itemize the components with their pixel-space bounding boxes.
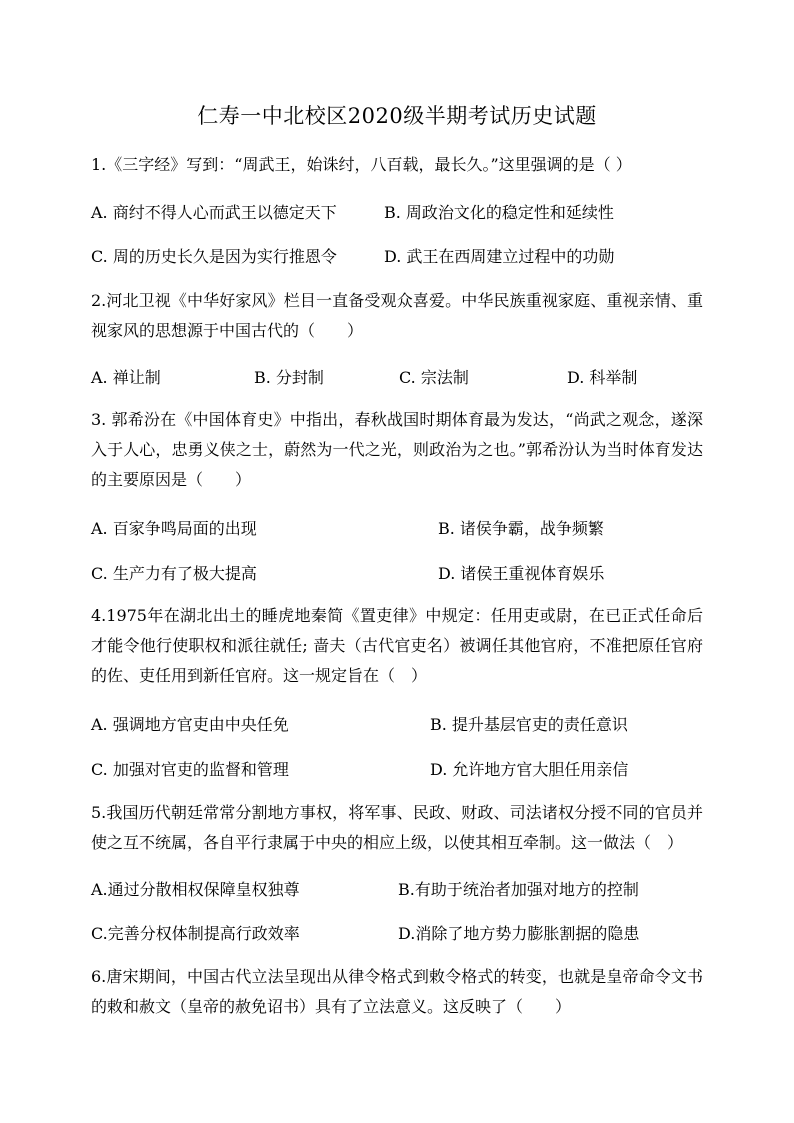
question-4-option-a: A. 强调地方官吏由中央任免: [91, 715, 289, 734]
question-2-option-b: B. 分封制: [254, 368, 324, 387]
question-1-option-a: A. 商纣不得人心而武王以德定天下: [91, 203, 337, 222]
question-3-option-b: B. 诸侯争霸，战争频繁: [438, 519, 604, 538]
question-4-option-b: B. 提升基层官吏的责任意识: [430, 715, 628, 734]
question-3-option-c: C. 生产力有了极大提高: [91, 564, 257, 583]
question-5-option-a: A.通过分散相权保障皇权独尊: [91, 880, 300, 899]
question-3-option-d: D. 诸侯王重视体育娱乐: [438, 564, 605, 583]
question-1-option-c: C. 周的历史长久是因为实行推恩令: [91, 247, 337, 266]
question-4-option-c: C. 加强对官吏的监督和管理: [91, 760, 289, 779]
question-5-option-b: B.有助于统治者加强对地方的控制: [398, 880, 639, 899]
question-5-option-d: D.消除了地方势力膨胀割据的隐患: [398, 924, 640, 943]
question-2-option-d: D. 科举制: [567, 368, 638, 387]
question-3-stem: 3. 郭希汾在《中国体育史》中指出，春秋战国时期体育最为发达，“尚武之观念，遂深入于人心，忠勇义侠之士，蔚然为一代之光，则政治为之也。”郭希汾认为当时体育发达的主要原因是（ ）: [91, 410, 703, 489]
question-6-stem: 6.唐宋期间，中国古代立法呈现出从律令格式到敕令格式的转变，也就是皇帝命令文书的敕和赦文（皇帝的赦免诏书）具有了立法意义。这反映了（ ）: [91, 967, 703, 1016]
question-3-option-a: A. 百家争鸣局面的出现: [91, 519, 257, 538]
question-2-option-c: C. 宗法制: [399, 368, 469, 387]
question-5-option-c: C.完善分权体制提高行政效率: [91, 924, 300, 943]
question-4-stem: 4.1975年在湖北出土的睡虎地秦简《置吏律》中规定：任用吏或尉，在已正式任命后才能令他行使职权和派往就任; 啬夫（古代官吏名）被调任其他官府，不准把原任官府的佐、吏任用到新任官府。这一规定旨在（ ）: [91, 606, 703, 685]
page-title: 仁寿一中北校区2020级半期考试历史试题: [197, 104, 597, 128]
question-2-option-a: A. 禅让制: [91, 368, 161, 387]
question-4-option-d: D. 允许地方官大胆任用亲信: [430, 760, 629, 779]
question-1-option-d: D. 武王在西周建立过程中的功勋: [384, 247, 615, 266]
question-5-stem: 5.我国历代朝廷常常分割地方事权，将军事、民政、财政、司法诸权分授不同的官员并使之互不统属，各自平行隶属于中央的相应上级，以使其相互牵制。这一做法（ ）: [91, 803, 703, 852]
question-1-stem: 1.《三字经》写到：“周武王，始诛纣，八百载，最长久。”这里强调的是（ ）: [91, 155, 632, 174]
question-2-stem: 2.河北卫视《中华好家风》栏目一直备受观众喜爱。中华民族重视家庭、重视亲情、重视家风的思想源于中国古代的（ ）: [91, 291, 703, 340]
question-1-option-b: B. 周政治文化的稳定性和延续性: [384, 203, 614, 222]
